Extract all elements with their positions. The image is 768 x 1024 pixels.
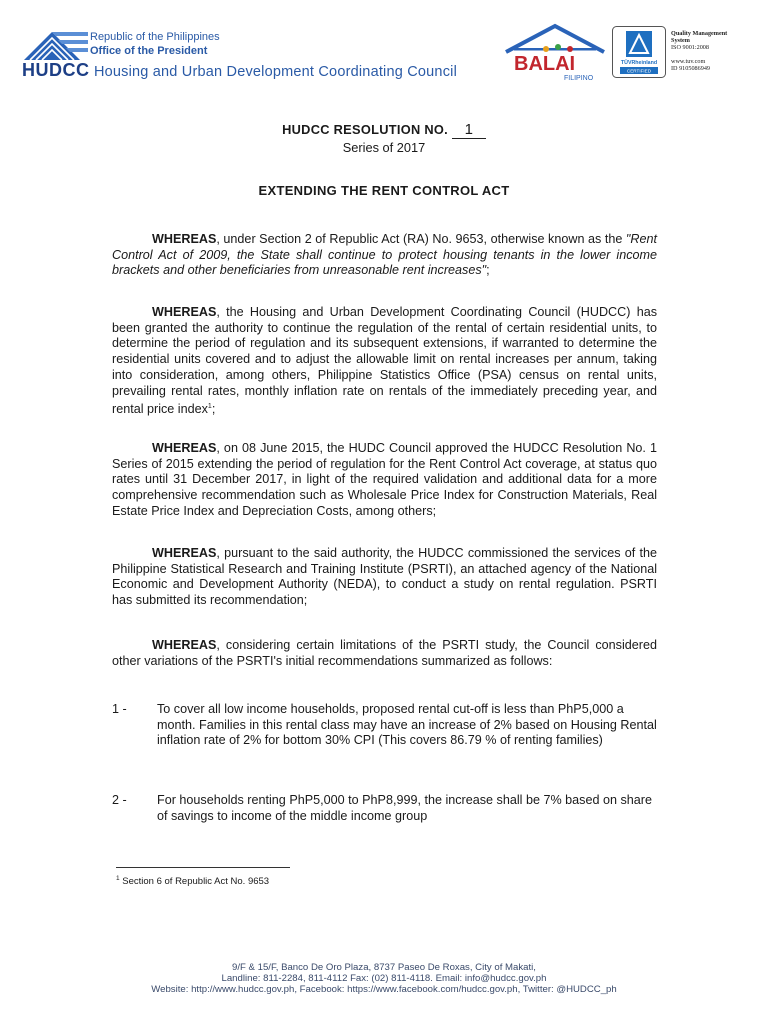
list-marker: 1 - <box>112 702 127 716</box>
balai-text: BALAI <box>514 53 576 75</box>
footnote-text: Section 6 of Republic Act No. 9653 <box>119 876 270 888</box>
footnote-mark: 1 <box>116 875 120 882</box>
qms-line: ID 9105086949 <box>671 65 711 72</box>
list-item <box>112 793 657 824</box>
footnote-ref: 1 <box>207 403 212 411</box>
whereas-lead: WHEREAS <box>152 546 217 560</box>
whereas-lead: WHEREAS <box>152 638 217 652</box>
whereas-lead: WHEREAS <box>152 441 217 455</box>
footer-address: 9/F & 15/F, Banco De Oro Plaza, 8737 Paseo De Roxas, City of Makati, <box>232 962 536 973</box>
tuv-certification-icon <box>612 26 666 78</box>
header-council-line <box>22 60 457 81</box>
qms-line: System <box>671 37 690 44</box>
resolution-title <box>0 121 768 139</box>
qms-line: Quality Management <box>671 30 728 37</box>
list-item <box>112 702 657 749</box>
header-abbr: HUDCC <box>22 60 90 80</box>
resolution-number: 1 <box>452 121 486 139</box>
whereas-paragraph-4 <box>112 546 657 609</box>
balai-filipino-logo-icon <box>500 22 610 82</box>
document-title: EXTENDING THE RENT CONTROL ACT <box>258 183 510 198</box>
footnote-divider <box>116 867 290 868</box>
list-marker: 2 - <box>112 793 127 807</box>
paragraph-end: ; <box>211 402 216 417</box>
qms-info <box>671 30 727 72</box>
balai-sub-text: FILIPINO <box>564 75 594 82</box>
paragraph-text: , under Section 2 of Republic Act (RA) No. 9653, otherwise known as the <box>216 232 626 246</box>
header-republic: Republic of the Philippines <box>90 31 220 43</box>
tuv-brand-text: TÜVRheinland <box>620 60 658 66</box>
qms-line: ISO 9001:2008 <box>671 44 709 51</box>
paragraph-text: , the Housing and Urban Development Coordinating Council (HUDCC) has been granted the authority to continue the regulation of the rental of certain residential units, to determine the period of regulation and its subsequent extensions, if warranted to determine the residential units covered and to adjust the allowable limit on rental increases per annum, taking into consideration, among others, Philippine Statistics Office (PSA) census on rental units, prevailing rental rates, monthly inflation rate on rentals of the immediately preceding year, and rental price index <box>112 305 657 417</box>
footer-contact: Landline: 811-2284, 811-4112 Fax: (02) 811-4118. Email: info@hudcc.gov.ph <box>221 973 547 984</box>
tuv-certified-text: CERTIFIED <box>626 68 652 74</box>
whereas-paragraph-2 <box>112 305 657 418</box>
paragraph-text: , pursuant to the said authority, the HUDCC commissioned the services of the Philippine Statistical Research and Training Institute (PSRTI), an attached agency of the National Economic and Development Authority (NEDA), to conduct a study on rental regulation. PSRTI has submitted its recommendation; <box>112 546 657 608</box>
paragraph-text: , considering certain limitations of the PSRTI study, the Council considered other variations of the PSRTI's initial recommendations summarized as follows: <box>112 638 657 668</box>
whereas-lead: WHEREAS <box>152 305 217 319</box>
whereas-paragraph-5 <box>112 638 657 669</box>
paragraph-quote: "Rent Control Act of 2009, the State shall continue to protect housing tenants in the lower income brackets and other beneficiaries from unreasonable rent increases" <box>112 232 657 278</box>
list-text: For households renting PhP5,000 to PhP8,999, the increase shall be 7% based on share of savings to income of the middle income group <box>157 793 652 823</box>
paragraph-end: ; <box>486 263 490 278</box>
resolution-label: HUDCC RESOLUTION NO. <box>282 122 449 137</box>
list-text: To cover all low income households, proposed rental cut-off is less than PhP5,000 a month. Families in this rental class may have an increase of 2% based on Housing Rental inflation rate of 2% for bottom 30% CPI (This covers 86.79 % of renting families) <box>157 702 657 748</box>
footnote <box>116 875 269 887</box>
header-office: Office of the President <box>90 45 208 57</box>
resolution-series: Series of 2017 <box>342 140 426 155</box>
paragraph-text: , on 08 June 2015, the HUDC Council approved the HUDCC Resolution No. 1 Series of 2015 extending the period of regulation for the Rent Control Act coverage, at status quo rates until 31 December 2017, in light of the required validation and additional data for a more comprehensive recommendation such as Wholesale Price Index for Construction Materials, Real Estate Price Index and Depreciation Costs, among others; <box>112 441 657 518</box>
header-council: Housing and Urban Development Coordinating Council <box>93 64 457 80</box>
qms-line: www.tuv.com <box>671 58 706 65</box>
footer-web: Website: http://www.hudcc.gov.ph, Facebook: https://www.facebook.com/hudcc.gov.ph, Twitter: @HUDCC_ph <box>151 984 617 995</box>
whereas-paragraph-1 <box>112 232 657 279</box>
whereas-lead: WHEREAS <box>152 232 217 246</box>
qms-line <box>671 51 727 58</box>
whereas-paragraph-3 <box>112 441 657 520</box>
